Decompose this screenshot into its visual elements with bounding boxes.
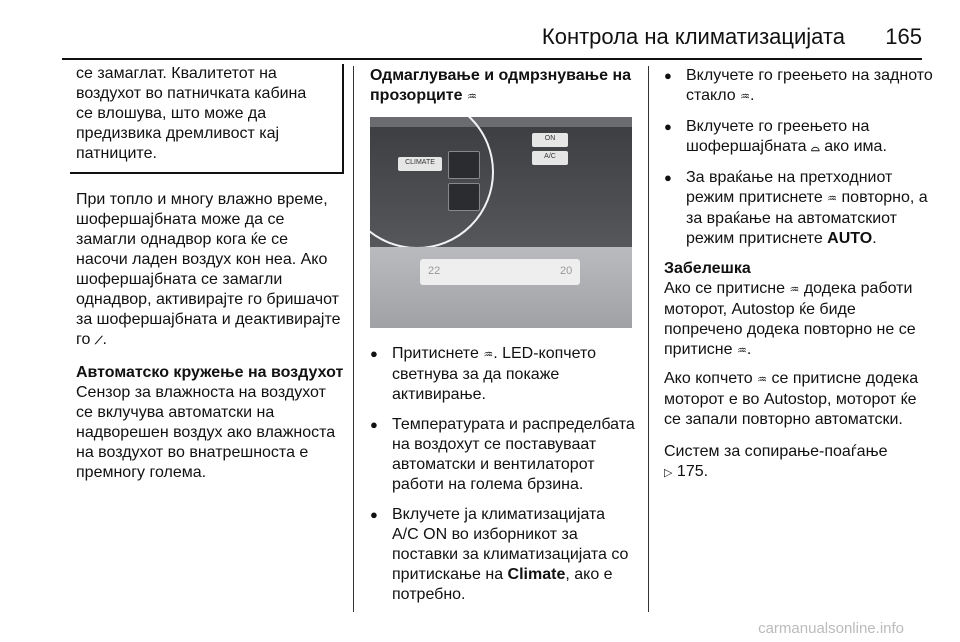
photo-on-button: ON	[532, 133, 568, 147]
page-reference-link[interactable]: 175.	[676, 463, 709, 480]
defrost-max-icon: ♒	[736, 344, 747, 357]
defrost-max-icon: ♒	[789, 283, 800, 296]
list-item: ● Притиснете ♒. LED-копчето светнува за да покаже активирање.	[370, 344, 636, 405]
continued-note-box	[70, 64, 344, 174]
reference-arrow-icon[interactable]: ▷	[664, 466, 673, 479]
defrost-max-icon: ♒	[757, 373, 768, 386]
list-item: ● Температурата и распределбата на воздохут се поставуваат автоматски и вентилаторот работи на голема брзина.	[370, 415, 636, 495]
column-2	[370, 66, 636, 615]
section-heading: Одмаглување и одмрзнување на прозорците ♒	[370, 67, 632, 104]
photo-rear-button	[448, 183, 480, 211]
watermark: carmanualsonline.info	[758, 620, 904, 637]
note-line: предизвика дремливост кај	[76, 125, 280, 142]
list-item: ● Вклучете го греењето на задното стакло ♒.	[664, 66, 934, 107]
column-1	[76, 66, 344, 495]
section-heading: Автоматско кружење на воздухот	[76, 364, 344, 381]
bullet-list	[664, 66, 934, 249]
page-header-title: Контрола на климатизацијата	[541, 24, 845, 49]
note-heading: Забелешка	[664, 260, 751, 277]
photo-defrost-button	[448, 151, 480, 179]
column-3	[664, 66, 934, 495]
rear-window-heat-icon: ♒	[740, 90, 750, 103]
windscreen-heat-icon: ⌓	[811, 141, 820, 154]
note-line: патниците.	[76, 145, 157, 162]
list-item: ● За враќање на претходниот режим притиснете ♒ повторно, а за враќање на автоматскиот режим притиснете AUTO.	[664, 168, 934, 249]
note-line: воздухот во патничката кабина	[76, 85, 307, 102]
column-divider	[648, 66, 649, 612]
page-number: 165	[885, 24, 922, 49]
paragraph: Ако се притисне ♒ додека работи моторот, Autostop ќе биде попречено додека повторно не се притисне ♒.	[664, 280, 916, 358]
paragraph: Систем за сопирање-поаѓање ▷ 175.	[664, 443, 888, 480]
bullet-list	[370, 344, 636, 605]
photo-temp-right: 20	[560, 265, 573, 277]
climate-control-photo	[370, 117, 632, 328]
defrost-max-icon: ♒	[483, 348, 494, 361]
paragraph: Сензор за влажноста на воздухот се вклучува автоматски на надворешен воздух ако влажноста на воздухот во внатрешноста е премногу голема.	[76, 384, 336, 481]
photo-button-strip	[420, 259, 580, 285]
note-line: се влошува, што може да	[76, 105, 267, 122]
list-item: ● Вклучете ја климатизацијата A/C ON во изборникот за поставки за климатизацијата со притискање на Climate, ако е потребно.	[370, 505, 636, 605]
note-line: се замаглат. Квалитетот на	[76, 65, 277, 82]
wiper-icon: ⟋	[94, 334, 103, 347]
list-item: ● Вклучете го греењето на шофершајбната ⌓ ако има.	[664, 117, 934, 158]
photo-ac-button: A/C	[532, 151, 568, 165]
defrost-max-icon: ♒	[466, 90, 477, 103]
defrost-max-icon: ♒	[827, 192, 838, 205]
column-divider	[353, 66, 354, 612]
header-rule	[62, 58, 922, 60]
photo-temp-left: 22	[428, 265, 441, 277]
paragraph: При топло и многу влажно време, шофершајбната може да се замагли однадвор кога ќе се насочи ладен воздух кон неа. Ако шофершајбната се замагли однадвор, активирајте го бришачот за шофершајбната и деактивирајте го ⟋.	[76, 191, 341, 348]
paragraph: Ако копчето ♒ се притисне додека моторот е во Autostop, моторот ќе се запали повторно автоматски.	[664, 370, 919, 428]
photo-climate-button: CLIMATE	[398, 157, 442, 171]
